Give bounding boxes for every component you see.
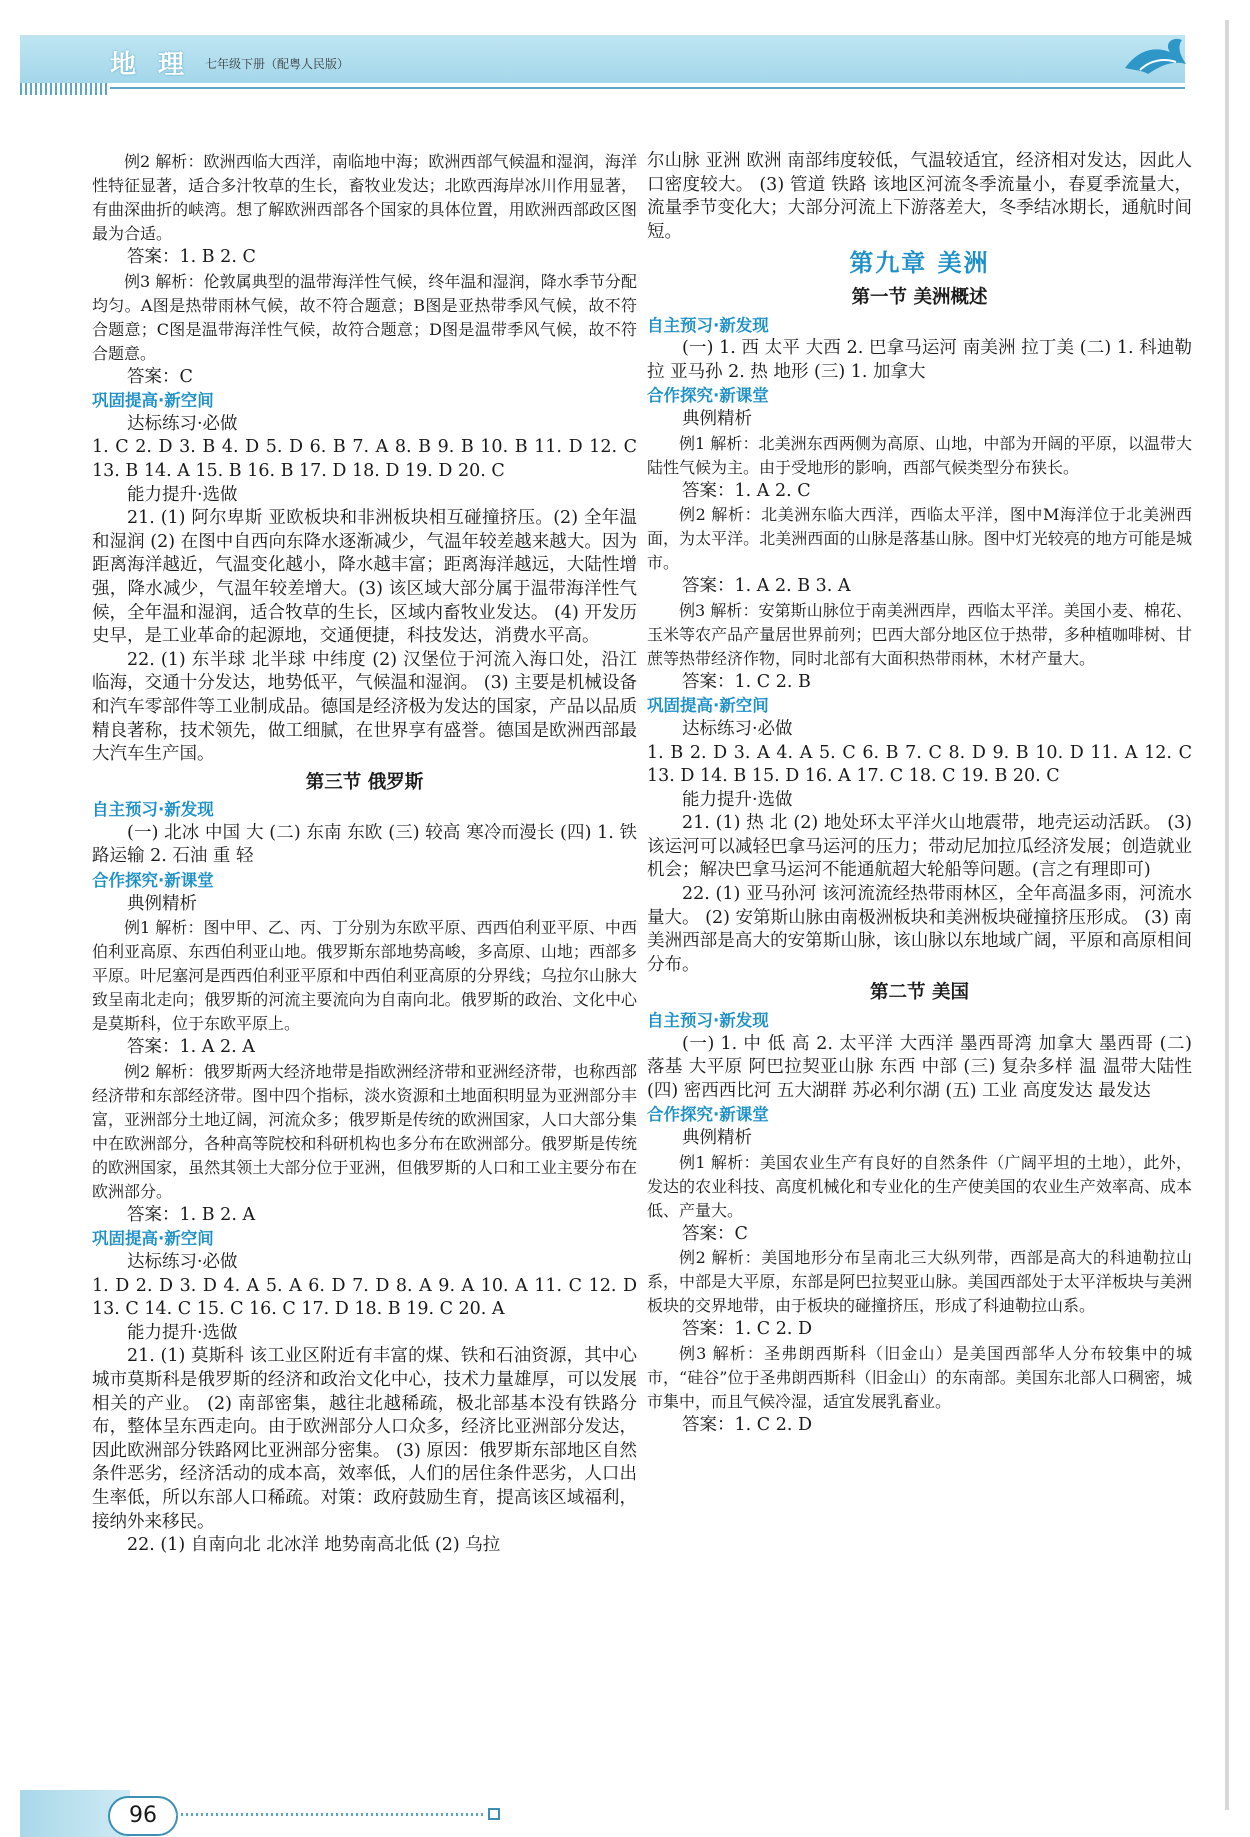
heading-cooperate: 合作探究·新课堂 [92, 871, 214, 891]
usa-example-1: 例1 解析：美国农业生产有良好的自然条件（广阔平坦的土地），此外，发达的农业科技、高度机械化和专业化的生产使美国的农业生产效率高、成本低、产量大。 [647, 1152, 1192, 1220]
heading-consolidate-2: 巩固提高·新空间 [92, 1229, 214, 1249]
standard-practice-answers: 1. C 2. D 3. B 4. D 5. D 6. B 7. A 8. B 9. B 10. B 11. D 12. C 13. B 14. A 15. B 16. B 17. D 18. D 19. D 20. C [92, 437, 637, 481]
heading-consolidate-r: 巩固提高·新空间 [647, 696, 769, 716]
page-number: 96 [108, 1796, 178, 1836]
wave-logo-icon [1120, 30, 1190, 80]
russia-question-22: 22. (1) 自南向北 北冰洋 地势南高北低 (2) 乌拉 [127, 1535, 501, 1556]
subheading-standard-practice-2: 达标练习·必做 [127, 1252, 238, 1273]
russia-answer-2: 答案：1. B 2. A [127, 1204, 256, 1225]
subheading-ability-2: 能力提升·选做 [127, 1322, 238, 1343]
subheading-examples: 典例精析 [127, 893, 197, 914]
subheading-examples-r2: 典例精析 [682, 1128, 752, 1148]
example-3: 例3 解析：伦敦属典型的温带海洋性气候，终年温和湿润，降水季节分配均匀。A图是热带雨林气候，故不符合题意；B图是亚热带季风气候，故不符合题意；C图是温带海洋性气候，故符合题意；D图是温带季风气候，故不符合题意。 [92, 271, 637, 363]
subheading-ability: 能力提升·选做 [127, 484, 238, 505]
subheading-ability-r: 能力提升·选做 [682, 789, 793, 810]
chapter-title: 第九章 美洲 [849, 249, 990, 278]
question-21: 21. (1) 阿尔卑斯 亚欧板块和非洲板块相互碰撞挤压。(2) 全年温和湿润 (2) 在图中自西向东降水逐渐减少，气温年较差越来越大。因为距离海洋越近，气温变化越小，降水越丰富；距离海洋越远，大陆性增强，降水减少，气温年较差增大。(3) 该区域大部分属于温带海洋性气候，全年温和湿润，适合牧草的生长，区域内畜牧业发达。 (4) 开发历史早，是工业革命的起源地，交通便捷，科技发达，消费水平高。 [92, 508, 637, 647]
subheading-standard-practice-r: 达标练习·必做 [682, 718, 793, 739]
preview-answers: (一) 北冰 中国 大 (二) 东南 东欧 (三) 较高 寒冷而漫长 (四) 1. 铁路运输 2. 石油 重 轻 [92, 822, 637, 867]
question-22: 22. (1) 东半球 北半球 中纬度 (2) 汉堡位于河流入海口处，沿江临海，交通十分发达，地势低平，气候温和湿润。 (3) 主要是机械设备和汽车零部件等工业制成品。德国是经济极为发达的国家，产品以品质精良著称，技术领先，做工细腻，在世界享有盛誉。德国是欧洲西部最大汽车生产国。 [92, 649, 637, 765]
americas-question-21: 21. (1) 热 北 (2) 地处环太平洋火山地震带，地壳运动活跃。 (3) 该运河可以减轻巴拿马运河的压力；带动尼加拉瓜经济发展；创造就业机会；解决巴拿马运河不能通航超大轮船等问题。(言之有理即可) [647, 813, 1192, 881]
americas-question-22: 22. (1) 亚马孙河 该河流流经热带雨林区，全年高温多雨，河流水量大。 (2) 安第斯山脉由南极洲板块和美洲板块碰撞挤压形成。 (3) 南美洲西部是高大的安第斯山脉，该山脉以东地域广阔，平原和高原相间分布。 [647, 884, 1192, 975]
americas-answer-3: 答案：1. C 2. B [682, 671, 811, 692]
answer-2: 答案：1. B 2. C [127, 247, 256, 267]
preview-answers-r: (一) 1. 西 太平 大西 2. 巴拿马运河 南美洲 拉丁美 (二) 1. 科迪勒拉 亚马孙 2. 热 地形 (三) 1. 加拿大 [647, 338, 1192, 382]
section-title-usa: 第二节 美国 [870, 982, 969, 1004]
usa-answer-1: 答案：C [682, 1223, 748, 1244]
usa-answer-3: 答案：1. C 2. D [682, 1414, 813, 1435]
footer-square-icon [488, 1808, 500, 1820]
americas-answer-1: 答案：1. A 2. C [682, 480, 811, 501]
russia-example-2: 例2 解析：俄罗斯两大经济地带是指欧洲经济带和亚洲经济带，也称西部经济带和东部经济带。图中四个指标，淡水资源和土地面积明显为亚洲部分丰富，亚洲部分土地辽阔，河流众多；俄罗斯是传统的欧洲国家，人口大部分集中在欧洲部分，各种高等院校和科研机构也多分布在欧洲部分。俄罗斯是传统的欧洲国家，虽然其领土大部分位于亚洲，但俄罗斯的人口和工业主要分布在欧洲部分。 [92, 1061, 637, 1201]
preview-answers-r2: (一) 1. 中 低 高 2. 太平洋 大西洋 墨西哥湾 加拿大 墨西哥 (二) 落基 大平原 阿巴拉契亚山脉 东西 中部 (三) 复杂多样 温 温带大陆性 (四) 密西西比河 五大湖群 苏必利尔湖 (五) 工业 高度发达 最发达 [647, 1033, 1192, 1101]
heading-preview-r: 自主预习·新发现 [647, 315, 769, 335]
standard-practice-answers-2: 1. D 2. D 3. D 4. A 5. A 6. D 7. D 8. A 9. A 10. A 11. C 12. D 13. C 14. C 15. C 16. C 17. D 18. B 19. C 20. A [92, 1275, 637, 1320]
footer-dots [176, 1813, 486, 1816]
usa-example-3: 例3 解析：圣弗朗西斯科（旧金山）是美国西部华人分布较集中的城市，“硅谷”位于圣弗朗西斯科（旧金山）的东南部。美国东北部人口稠密，城市集中，而且气候冷湿，适宜发展乳畜业。 [647, 1343, 1192, 1411]
americas-example-2: 例2 解析：北美洲东临大西洋，西临太平洋，图中M海洋位于北美洲西面，为太平洋。北美洲西面的山脉是落基山脉。图中灯光较亮的地方可能是城市。 [647, 505, 1192, 573]
continued-answer: 尔山脉 亚洲 欧洲 南部纬度较低，气温较适宜，经济相对发达，因此人口密度较大。 (3) 管道 铁路 该地区河流冬季流量小，春夏季流量大，流量季节变化大；大部分河流上下游落差大，冬季结冰期长，通航时间短。 [647, 151, 1192, 242]
subheading-standard-practice: 达标练习·必做 [127, 413, 238, 434]
usa-answer-2: 答案：1. C 2. D [682, 1319, 813, 1340]
russia-answer-1: 答案：1. A 2. A [127, 1037, 255, 1058]
americas-answer-2: 答案：1. A 2. B 3. A [682, 576, 851, 597]
header-rule [110, 87, 1185, 89]
section-title-russia: 第三节 俄罗斯 [305, 771, 424, 793]
book-subtitle: 七年级下册（配粤人民版） [205, 57, 350, 71]
section-title-americas: 第一节 美洲概述 [851, 286, 988, 308]
russia-example-1: 例1 解析：图中甲、乙、丙、丁分别为东欧平原、西西伯利亚平原、中西伯利亚高原、东西伯利亚山地。俄罗斯东部地势高峻，多高原、山地；西部多平原。叶尼塞河是西西伯利亚平原和中西伯利亚高原的分界线；乌拉尔山脉大致呈南北走向；俄罗斯的河流主要流向为自南向北。俄罗斯的政治、文化中心是莫斯科，位于东欧平原上。 [92, 918, 637, 1034]
usa-example-2: 例2 解析：美国地形分布呈南北三大纵列带，西部是高大的科迪勒拉山系，中部是大平原，东部是阿巴拉契亚山脉。美国西部处于太平洋板块与美洲板块的交界地带，由于板块的碰撞挤压，形成了科迪勒拉山系。 [647, 1248, 1192, 1316]
right-column [647, 150, 1192, 1437]
heading-cooperate-r: 合作探究·新课堂 [647, 386, 769, 406]
heading-preview-r2: 自主预习·新发现 [647, 1011, 769, 1031]
heading-preview: 自主预习·新发现 [92, 800, 214, 820]
page-edge [1225, 20, 1229, 1810]
heading-consolidate: 巩固提高·新空间 [92, 391, 214, 411]
example-2: 例2 解析：欧洲西临大西洋，南临地中海；欧洲西部气候温和湿润，海洋性特征显著，适合多汁牧草的生长，畜牧业发达；北欧西海岸冰川作用显著，有曲深曲折的峡湾。想了解欧洲西部各个国家的具体位置，用欧洲西部政区图最为合适。 [92, 152, 637, 243]
standard-practice-answers-r: 1. B 2. D 3. A 4. A 5. C 6. B 7. C 8. D 9. B 10. D 11. A 12. C 13. D 14. B 15. D 16. A 17. C 18. C 19. B 20. C [647, 742, 1192, 787]
answer-3: 答案：C [127, 366, 193, 387]
subheading-examples-r: 典例精析 [682, 408, 752, 429]
russia-question-21: 21. (1) 莫斯科 该工业区附近有丰富的煤、铁和石油资源，其中心城市莫斯科是俄罗斯的经济和政治文化中心，技术力量雄厚，可以发展相关的产业。 (2) 南部密集，越往北越稀疏，极北部基本没有铁路分布，整体呈东西走向。由于欧洲部分人口众多，经济比亚洲部分发达，因此欧洲部分铁路网比亚洲部分密集。 (3) 原因：俄罗斯东部地区自然条件恶劣，经济活动的成本高，效率低，人们的居住条件恶劣，人口出生率低，所以东部人口稀疏。对策：政府鼓励生育，提高该区域福利，接纳外来移民。 [92, 1346, 637, 1532]
americas-example-3: 例3 解析：安第斯山脉位于南美洲西岸，西临太平洋。美国小麦、棉花、玉米等农产品产量居世界前列；巴西大部分地区位于热带，多种植咖啡树、甘蔗等热带经济作物，同时北部有大面积热带雨林，木材产量大。 [647, 600, 1192, 668]
heading-cooperate-r2: 合作探究·新课堂 [647, 1105, 769, 1125]
left-column [92, 150, 637, 1558]
subject-title: 地理 [110, 50, 207, 80]
americas-example-1: 例1 解析：北美洲东西两侧为高原、山地，中部为开阔的平原，以温带大陆性气候为主。由于受地形的影响，西部气候类型分布狭长。 [647, 433, 1192, 477]
header-ticks [20, 83, 110, 95]
